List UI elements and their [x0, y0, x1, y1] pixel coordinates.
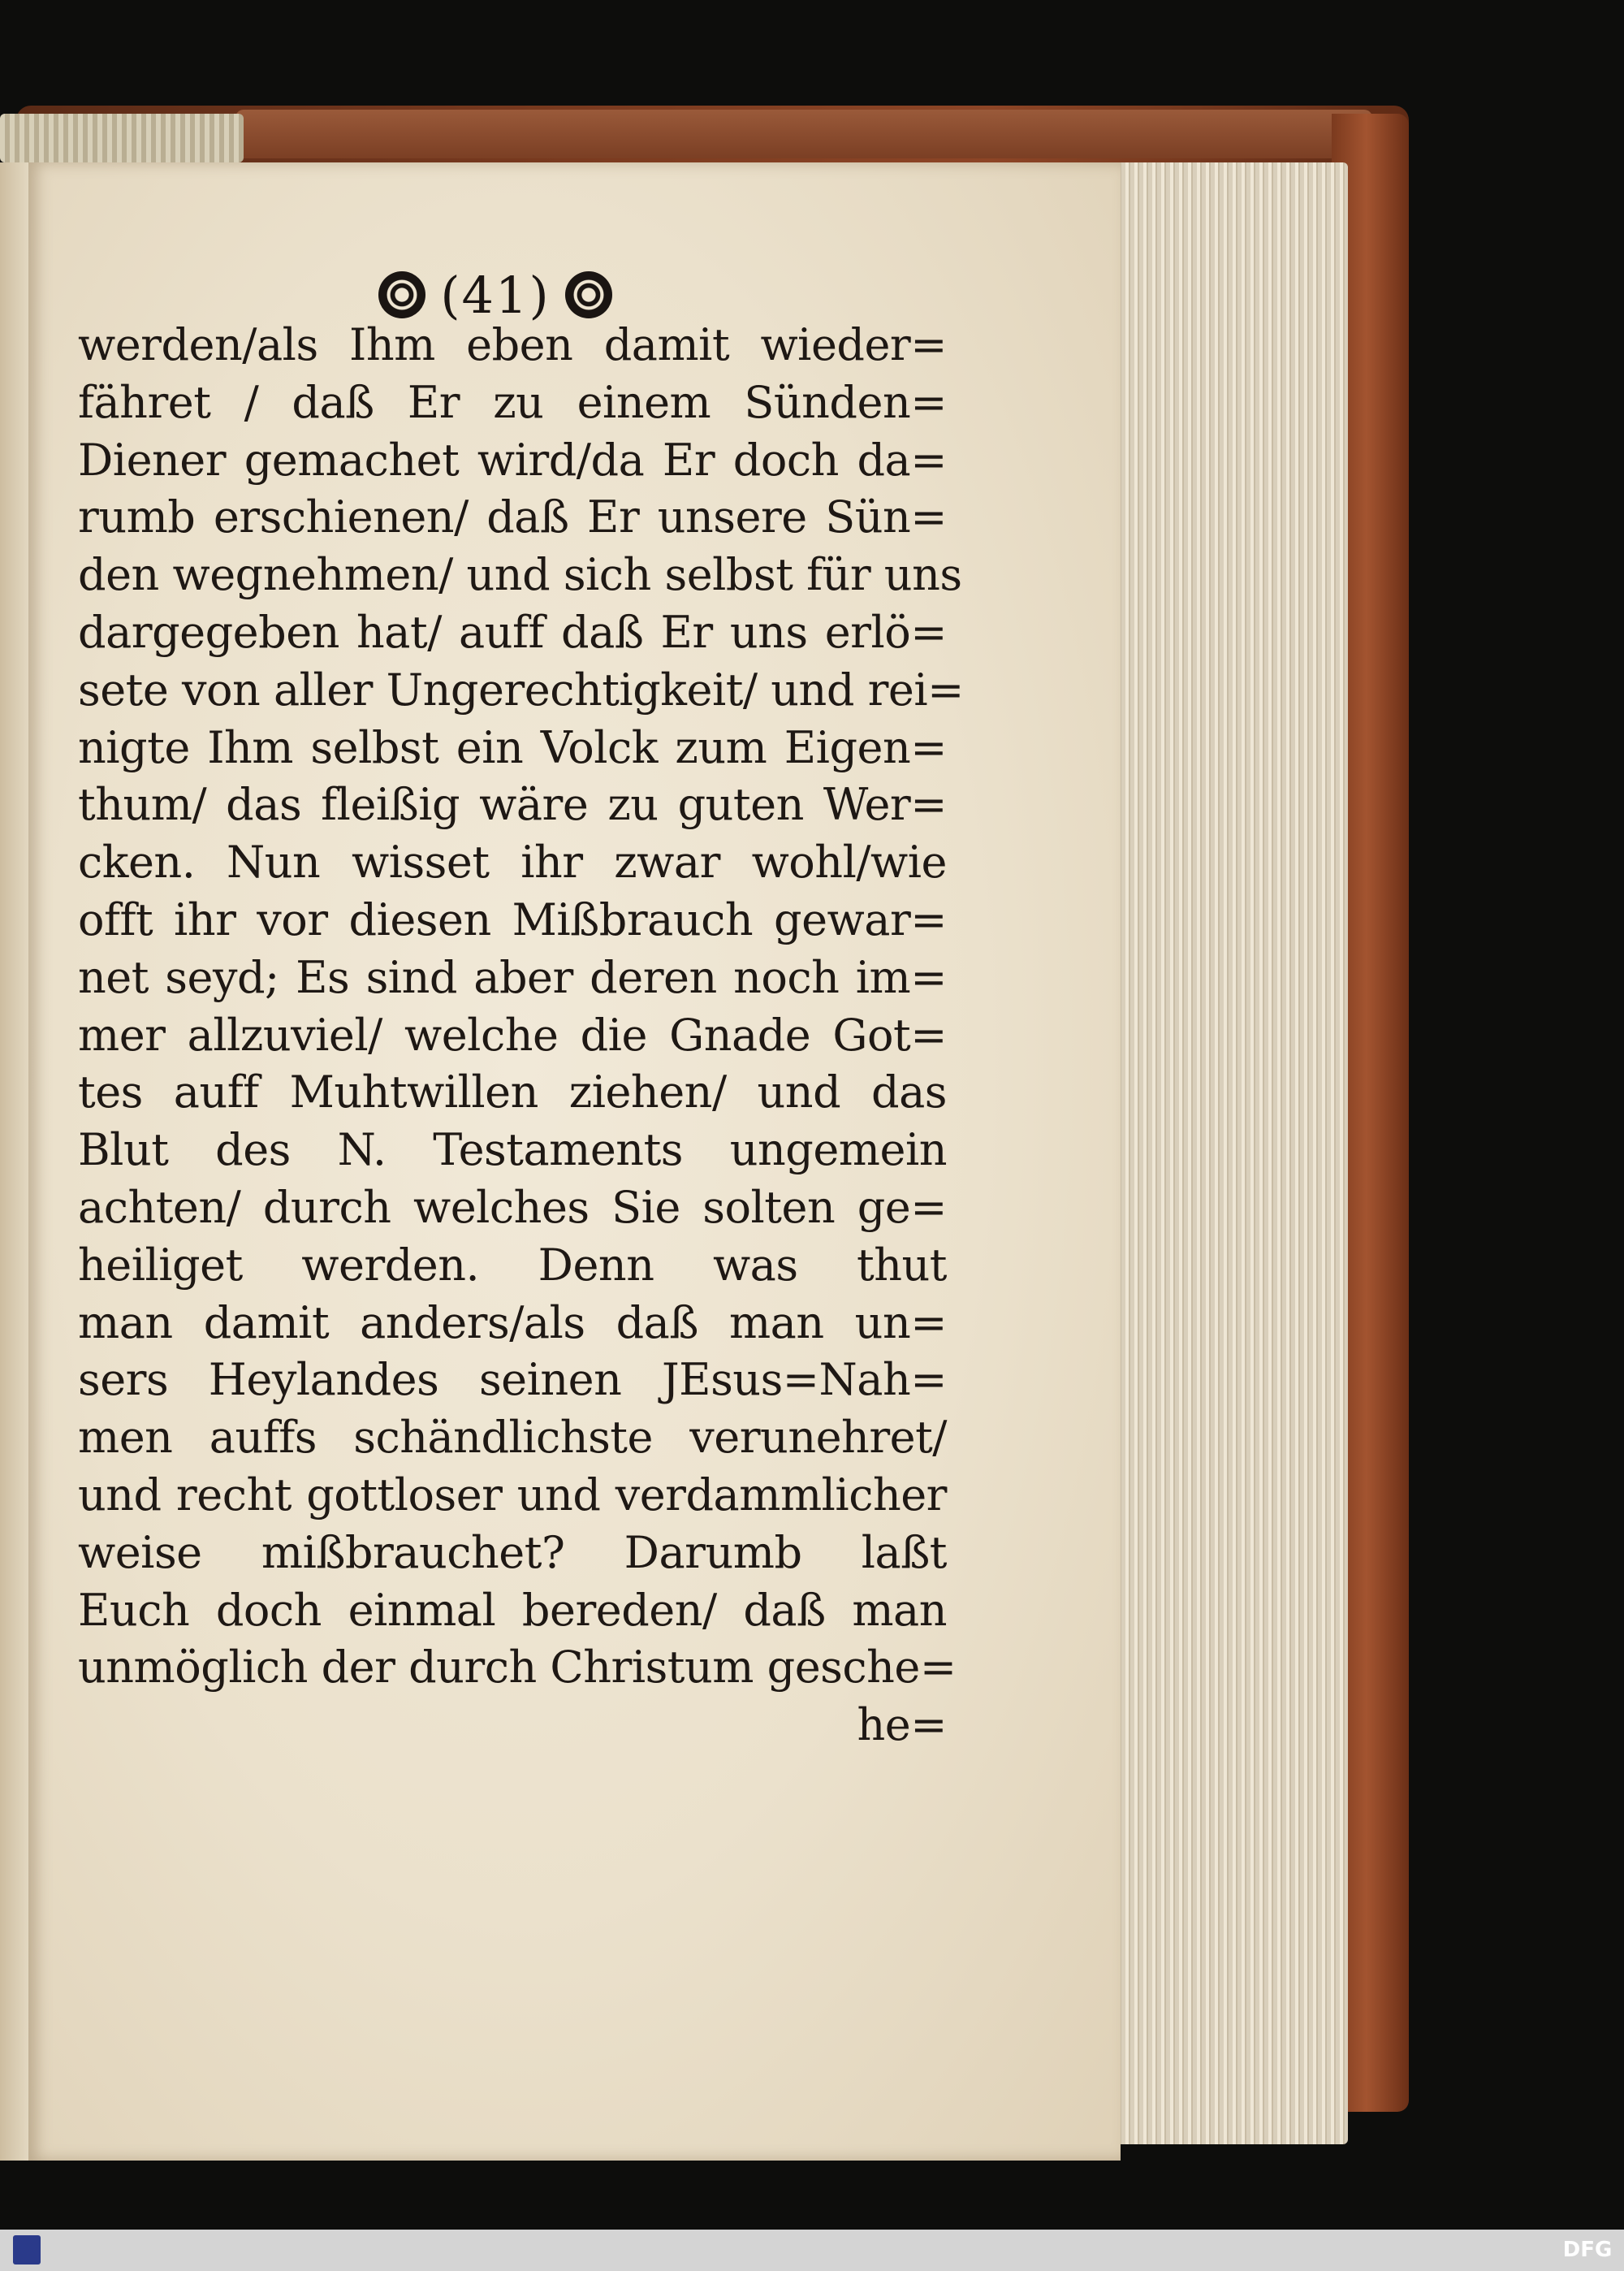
rosette-ornament-icon: [565, 271, 612, 318]
text-line: sers Heylandes seinen JEsus=Nah=: [78, 1354, 947, 1406]
text-line: den wegnehmen/ und sich selbst für uns: [78, 549, 962, 601]
library-logo-icon: [13, 2235, 41, 2265]
text-line: Diener gemachet wird/da Er doch da=: [78, 434, 947, 486]
rosette-ornament-icon: [378, 271, 425, 318]
headband: [0, 114, 244, 162]
text-line: unmöglich der durch Christum gesche=: [78, 1642, 957, 1694]
text-line: thum/ das fleißig wäre zu guten Wer=: [78, 779, 947, 831]
text-line: men auffs schändlichste verunehret/: [78, 1412, 947, 1464]
text-line: nigte Ihm selbst ein Volck zum Eigen=: [78, 721, 947, 773]
text-line: weise mißbrauchet? Darumb laßt: [78, 1526, 947, 1578]
text-line: werden/als Ihm eben damit wieder=: [78, 319, 947, 370]
text-line: Euch doch einmal bereden/ daß man: [78, 1584, 947, 1636]
body-text: [78, 317, 964, 1754]
text-line: rumb erschienen/ daß Er unsere Sün=: [78, 491, 947, 543]
text-line: net seyd; Es sind aber deren noch im=: [78, 951, 947, 1003]
catchword: he=: [857, 1699, 947, 1751]
page-number: (41): [440, 265, 551, 325]
text-line: sete von aller Ungerechtigkeit/ und rei=: [78, 664, 964, 716]
text-line: tes auff Muhtwillen ziehen/ und das: [78, 1066, 947, 1118]
cover-top-edge: [235, 110, 1372, 158]
dfg-logo: DFG: [1562, 2238, 1613, 2262]
text-line: dargegeben hat/ auff daß Er uns erlö=: [78, 606, 947, 658]
gutter-left-page: [0, 162, 32, 2161]
text-line: Blut des N. Testaments ungemein: [78, 1124, 947, 1176]
text-line: heiliget werden. Denn was thut: [78, 1239, 947, 1291]
viewer-footer-bar: [0, 2230, 1624, 2271]
page-edges: [1112, 162, 1348, 2144]
text-line: cken. Nun wisset ihr zwar wohl/wie: [78, 837, 947, 889]
text-line: und recht gottloser und verdammlicher: [78, 1469, 947, 1520]
text-line: fähret / daß Er zu einem Sünden=: [78, 376, 947, 428]
text-line: man damit anders/als daß man un=: [78, 1296, 947, 1348]
text-line: achten/ durch welches Sie solten ge=: [78, 1181, 947, 1233]
text-line: offt ihr vor diesen Mißbrauch gewar=: [78, 893, 947, 945]
text-line: mer allzuviel/ welche die Gnade Got=: [78, 1009, 947, 1061]
